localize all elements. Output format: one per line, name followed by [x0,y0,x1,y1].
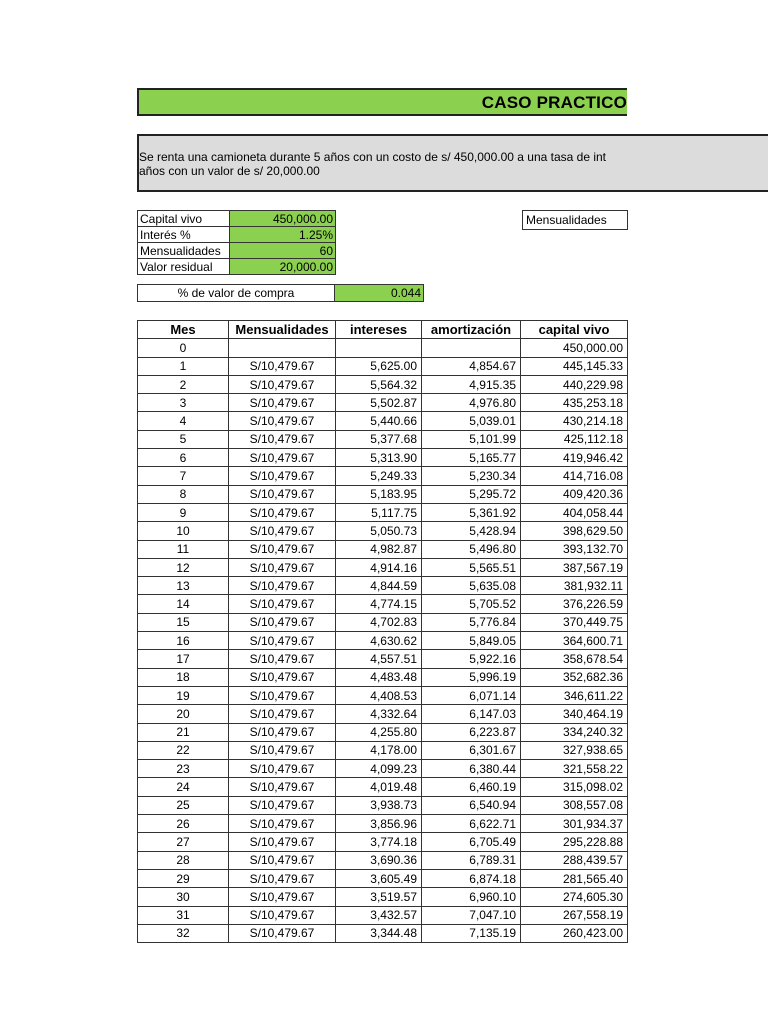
cell-amortizacion[interactable]: 6,223.87 [422,723,521,741]
cell-mensualidad[interactable]: S/10,479.67 [229,741,336,759]
amortization-body [138,339,628,943]
table-row [138,613,628,631]
cell-mes[interactable]: 31 [138,906,229,924]
param-label: Mensualidades [138,243,230,259]
cell-intereses[interactable]: 3,856.96 [336,815,422,833]
cell-amortizacion[interactable]: 6,540.94 [422,796,521,814]
table-row [138,540,628,558]
cell-amortizacion[interactable]: 5,996.19 [422,668,521,686]
cell-capital-vivo[interactable]: 381,932.11 [521,577,628,595]
cell-mes[interactable]: 28 [138,851,229,869]
cell-intereses[interactable]: 3,938.73 [336,796,422,814]
cell-mes[interactable]: 27 [138,833,229,851]
cell-mes[interactable]: 12 [138,558,229,576]
cell-mensualidad[interactable]: S/10,479.67 [229,815,336,833]
cell-mensualidad[interactable]: S/10,479.67 [229,924,336,942]
description-line-2: años con un valor de s/ 20,000.00 [139,164,320,178]
param-label: Capital vivo [138,211,230,227]
table-row [138,760,628,778]
cell-mes[interactable]: 19 [138,686,229,704]
cell-amortizacion[interactable]: 6,380.44 [422,760,521,778]
table-row [138,705,628,723]
cell-intereses[interactable]: 3,774.18 [336,833,422,851]
cell-mensualidad[interactable] [229,339,336,357]
table-row [138,888,628,906]
cell-mes[interactable]: 3 [138,394,229,412]
cell-capital-vivo[interactable]: 334,240.32 [521,723,628,741]
cell-mes[interactable]: 32 [138,924,229,942]
cell-capital-vivo[interactable]: 440,229.98 [521,375,628,393]
param-value[interactable]: 60 [230,243,336,259]
cell-capital-vivo[interactable]: 435,253.18 [521,394,628,412]
header-amortizacion: amortización [422,321,521,339]
cell-mes[interactable]: 25 [138,796,229,814]
cell-intereses[interactable]: 5,313.90 [336,449,422,467]
cell-intereses[interactable]: 5,183.95 [336,485,422,503]
cell-mes[interactable]: 14 [138,595,229,613]
cell-intereses[interactable]: 5,440.66 [336,412,422,430]
param-row-valor-residual [138,259,336,275]
cell-mensualidad[interactable]: S/10,479.67 [229,577,336,595]
cell-mensualidad[interactable]: S/10,479.67 [229,851,336,869]
cell-mensualidad[interactable]: S/10,479.67 [229,650,336,668]
param-row-capital [138,211,336,227]
cell-mes[interactable]: 0 [138,339,229,357]
param-value[interactable]: 1.25% [230,227,336,243]
cell-intereses[interactable]: 5,117.75 [336,503,422,521]
cell-mensualidad[interactable]: S/10,479.67 [229,613,336,631]
cell-capital-vivo[interactable]: 327,938.65 [521,741,628,759]
pct-purchase-value[interactable]: 0.044 [334,284,424,302]
cell-amortizacion[interactable]: 5,776.84 [422,613,521,631]
cell-capital-vivo[interactable]: 260,423.00 [521,924,628,942]
cell-intereses[interactable]: 5,249.33 [336,467,422,485]
table-row [138,815,628,833]
cell-intereses[interactable]: 5,502.87 [336,394,422,412]
cell-intereses[interactable]: 4,557.51 [336,650,422,668]
cell-intereses[interactable]: 3,605.49 [336,869,422,887]
cell-mensualidad[interactable]: S/10,479.67 [229,467,336,485]
table-row [138,723,628,741]
cell-capital-vivo[interactable]: 352,682.36 [521,668,628,686]
cell-intereses[interactable]: 5,050.73 [336,522,422,540]
cell-amortizacion[interactable]: 5,565.51 [422,558,521,576]
cell-amortizacion[interactable] [422,339,521,357]
cell-mes[interactable]: 1 [138,357,229,375]
cell-capital-vivo[interactable]: 274,605.30 [521,888,628,906]
cell-mensualidad[interactable]: S/10,479.67 [229,375,336,393]
table-row [138,924,628,942]
parameters-table [137,210,336,275]
table-row [138,522,628,540]
cell-mensualidad[interactable]: S/10,479.67 [229,430,336,448]
cell-mes[interactable]: 2 [138,375,229,393]
cell-capital-vivo[interactable]: 364,600.71 [521,632,628,650]
cell-capital-vivo[interactable]: 414,716.08 [521,467,628,485]
cell-capital-vivo[interactable]: 370,449.75 [521,613,628,631]
cell-mes[interactable]: 29 [138,869,229,887]
page-title: CASO PRACTICO [481,93,627,112]
table-row [138,632,628,650]
cell-mensualidad[interactable]: S/10,479.67 [229,869,336,887]
cell-mes[interactable]: 8 [138,485,229,503]
table-row [138,577,628,595]
cell-mensualidad[interactable]: S/10,479.67 [229,778,336,796]
cell-capital-vivo[interactable]: 387,567.19 [521,558,628,576]
cell-amortizacion[interactable]: 5,496.80 [422,540,521,558]
problem-description [137,134,768,192]
cell-amortizacion[interactable]: 6,147.03 [422,705,521,723]
cell-mensualidad[interactable]: S/10,479.67 [229,540,336,558]
cell-mes[interactable]: 17 [138,650,229,668]
cell-capital-vivo[interactable]: 288,439.57 [521,851,628,869]
table-row [138,449,628,467]
cell-intereses[interactable]: 5,625.00 [336,357,422,375]
cell-mes[interactable]: 18 [138,668,229,686]
cell-mes[interactable]: 30 [138,888,229,906]
cell-capital-vivo[interactable]: 295,228.88 [521,833,628,851]
pct-purchase-label: % de valor de compra [137,284,335,302]
cell-capital-vivo[interactable]: 346,611.22 [521,686,628,704]
cell-intereses[interactable]: 5,377.68 [336,430,422,448]
cell-mensualidad[interactable]: S/10,479.67 [229,394,336,412]
cell-mensualidad[interactable]: S/10,479.67 [229,632,336,650]
param-label: Valor residual [138,259,230,275]
table-row [138,467,628,485]
cell-amortizacion[interactable]: 5,230.34 [422,467,521,485]
cell-capital-vivo[interactable]: 376,226.59 [521,595,628,613]
cell-amortizacion[interactable]: 4,854.67 [422,357,521,375]
cell-amortizacion[interactable]: 5,101.99 [422,430,521,448]
cell-mes[interactable]: 22 [138,741,229,759]
cell-amortizacion[interactable]: 5,635.08 [422,577,521,595]
cell-mes[interactable]: 10 [138,522,229,540]
cell-mensualidad[interactable]: S/10,479.67 [229,412,336,430]
cell-capital-vivo[interactable]: 315,098.02 [521,778,628,796]
cell-mes[interactable]: 4 [138,412,229,430]
cell-amortizacion[interactable]: 7,135.19 [422,924,521,942]
cell-amortizacion[interactable]: 5,705.52 [422,595,521,613]
table-row [138,869,628,887]
cell-intereses[interactable]: 4,774.15 [336,595,422,613]
param-row-mensualidades [138,243,336,259]
cell-mes[interactable]: 16 [138,632,229,650]
cell-capital-vivo[interactable]: 419,946.42 [521,449,628,467]
cell-mensualidad[interactable]: S/10,479.67 [229,906,336,924]
cell-amortizacion[interactable]: 4,976.80 [422,394,521,412]
cell-intereses[interactable] [336,339,422,357]
cell-mes[interactable]: 24 [138,778,229,796]
cell-mensualidad[interactable]: S/10,479.67 [229,668,336,686]
table-row [138,686,628,704]
cell-mes[interactable]: 26 [138,815,229,833]
table-row [138,650,628,668]
table-row [138,741,628,759]
cell-capital-vivo[interactable]: 281,565.40 [521,869,628,887]
cell-amortizacion[interactable]: 5,428.94 [422,522,521,540]
cell-mensualidad[interactable]: S/10,479.67 [229,888,336,906]
cell-mensualidad[interactable]: S/10,479.67 [229,485,336,503]
cell-mes[interactable]: 7 [138,467,229,485]
cell-amortizacion[interactable]: 6,460.19 [422,778,521,796]
cell-mensualidad[interactable]: S/10,479.67 [229,686,336,704]
title-bar [137,88,627,116]
cell-capital-vivo[interactable]: 430,214.18 [521,412,628,430]
table-row [138,558,628,576]
cell-intereses[interactable]: 4,178.00 [336,741,422,759]
cell-mensualidad[interactable]: S/10,479.67 [229,449,336,467]
cell-mensualidad[interactable]: S/10,479.67 [229,595,336,613]
cell-mes[interactable]: 9 [138,503,229,521]
cell-capital-vivo[interactable]: 404,058.44 [521,503,628,521]
cell-amortizacion[interactable]: 5,849.05 [422,632,521,650]
table-row [138,339,628,357]
cell-amortizacion[interactable]: 6,705.49 [422,833,521,851]
table-row [138,796,628,814]
cell-intereses[interactable]: 3,344.48 [336,924,422,942]
header-mensualidades: Mensualidades [229,321,336,339]
table-row [138,394,628,412]
cell-amortizacion[interactable]: 6,960.10 [422,888,521,906]
table-row [138,778,628,796]
cell-amortizacion[interactable]: 6,789.31 [422,851,521,869]
cell-intereses[interactable]: 4,408.53 [336,686,422,704]
cell-intereses[interactable]: 4,630.62 [336,632,422,650]
table-row [138,595,628,613]
header-capital-vivo: capital vivo [521,321,628,339]
cell-intereses[interactable]: 5,564.32 [336,375,422,393]
cell-intereses[interactable]: 4,702.83 [336,613,422,631]
cell-amortizacion[interactable]: 6,622.71 [422,815,521,833]
cell-mes[interactable]: 6 [138,449,229,467]
cell-intereses[interactable]: 3,519.57 [336,888,422,906]
cell-mes[interactable]: 20 [138,705,229,723]
table-row [138,375,628,393]
header-intereses: intereses [336,321,422,339]
table-row [138,833,628,851]
cell-amortizacion[interactable]: 5,039.01 [422,412,521,430]
description-line-1: Se renta una camioneta durante 5 años con un costo de s/ 450,000.00 a una tasa de int [139,150,607,164]
cell-intereses[interactable]: 4,255.80 [336,723,422,741]
cell-capital-vivo[interactable]: 321,558.22 [521,760,628,778]
cell-amortizacion[interactable]: 5,295.72 [422,485,521,503]
cell-mensualidad[interactable]: S/10,479.67 [229,558,336,576]
param-value[interactable]: 20,000.00 [230,259,336,275]
cell-mensualidad[interactable]: S/10,479.67 [229,796,336,814]
param-value[interactable]: 450,000.00 [230,211,336,227]
cell-intereses[interactable]: 4,914.16 [336,558,422,576]
cell-mes[interactable]: 5 [138,430,229,448]
cell-amortizacion[interactable]: 6,301.67 [422,741,521,759]
cell-mes[interactable]: 15 [138,613,229,631]
cell-capital-vivo[interactable]: 308,557.08 [521,796,628,814]
cell-amortizacion[interactable]: 6,071.14 [422,686,521,704]
cell-intereses[interactable]: 4,332.64 [336,705,422,723]
cell-capital-vivo[interactable]: 409,420.36 [521,485,628,503]
cell-amortizacion[interactable]: 5,165.77 [422,449,521,467]
cell-intereses[interactable]: 4,483.48 [336,668,422,686]
table-row [138,906,628,924]
cell-mensualidad[interactable]: S/10,479.67 [229,522,336,540]
cell-mes[interactable]: 13 [138,577,229,595]
cell-capital-vivo[interactable]: 450,000.00 [521,339,628,357]
cell-mensualidad[interactable]: S/10,479.67 [229,357,336,375]
cell-mensualidad[interactable]: S/10,479.67 [229,833,336,851]
table-row [138,357,628,375]
header-mes: Mes [138,321,229,339]
cell-capital-vivo[interactable]: 358,678.54 [521,650,628,668]
cell-amortizacion[interactable]: 5,922.16 [422,650,521,668]
cell-capital-vivo[interactable]: 398,629.50 [521,522,628,540]
cell-capital-vivo[interactable]: 425,112.18 [521,430,628,448]
cell-mensualidad[interactable]: S/10,479.67 [229,760,336,778]
cell-amortizacion[interactable]: 7,047.10 [422,906,521,924]
table-row [138,851,628,869]
amortization-table [137,320,628,943]
cell-capital-vivo[interactable]: 301,934.37 [521,815,628,833]
cell-intereses[interactable]: 3,432.57 [336,906,422,924]
cell-intereses[interactable]: 3,690.36 [336,851,422,869]
cell-mensualidad[interactable]: S/10,479.67 [229,723,336,741]
cell-mes[interactable]: 23 [138,760,229,778]
cell-intereses[interactable]: 4,844.59 [336,577,422,595]
cell-capital-vivo[interactable]: 393,132.70 [521,540,628,558]
cell-mensualidad[interactable]: S/10,479.67 [229,705,336,723]
cell-amortizacion[interactable]: 5,361.92 [422,503,521,521]
table-header-row [138,321,628,339]
cell-amortizacion[interactable]: 4,915.35 [422,375,521,393]
table-row [138,412,628,430]
cell-mes[interactable]: 21 [138,723,229,741]
param-label: Interés % [138,227,230,243]
mensualidades-box[interactable]: Mensualidades [522,210,628,230]
cell-intereses[interactable]: 4,019.48 [336,778,422,796]
table-row [138,485,628,503]
cell-capital-vivo[interactable]: 267,558.19 [521,906,628,924]
table-row [138,430,628,448]
table-row [138,668,628,686]
cell-intereses[interactable]: 4,099.23 [336,760,422,778]
cell-mes[interactable]: 11 [138,540,229,558]
cell-amortizacion[interactable]: 6,874.18 [422,869,521,887]
cell-capital-vivo[interactable]: 445,145.33 [521,357,628,375]
cell-capital-vivo[interactable]: 340,464.19 [521,705,628,723]
cell-mensualidad[interactable]: S/10,479.67 [229,503,336,521]
table-row [138,503,628,521]
param-row-interes [138,227,336,243]
cell-intereses[interactable]: 4,982.87 [336,540,422,558]
